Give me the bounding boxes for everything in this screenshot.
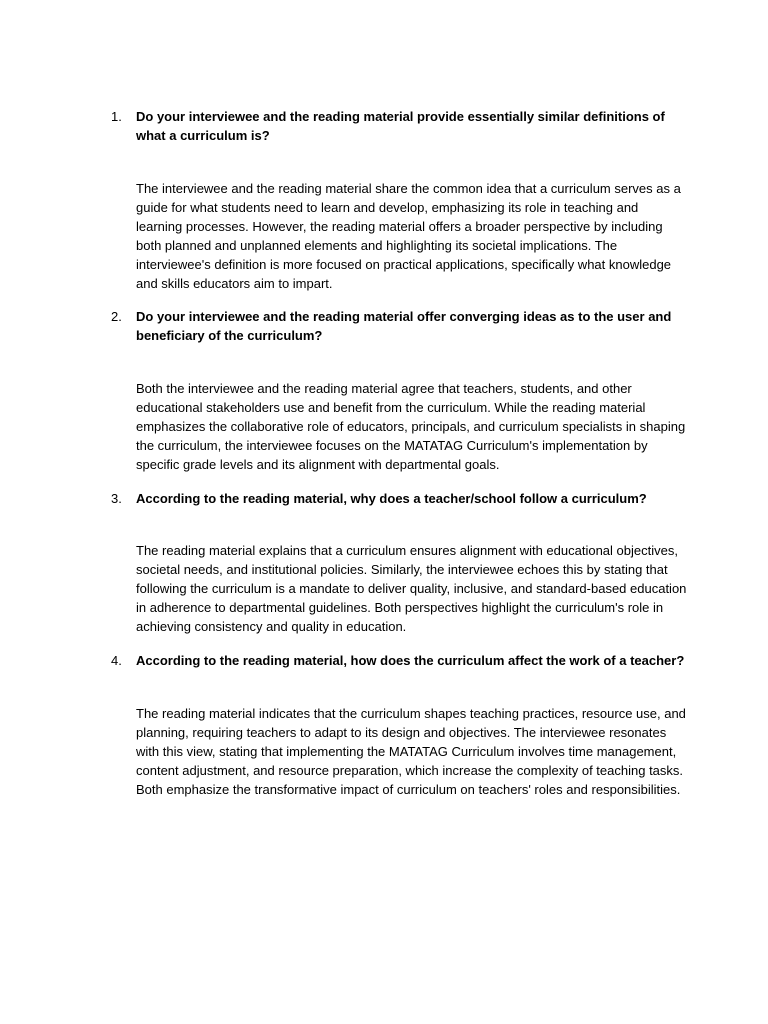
answer-paragraph: The interviewee and the reading material share the common idea that a curriculum serves as a guide for what students need to learn and develop, emphasizing its role in teaching and learning processes. However, the reading material offers a broader perspective by including both planned and unplanned elements and highlighting its societal implications. The interviewee's definition is more focused on practical applications, specifically what knowledge and skills educators aim to impart. (136, 181, 681, 291)
list-item (107, 651, 687, 799)
list-item (107, 307, 687, 474)
answer-paragraph: The reading material explains that a curriculum ensures alignment with educational objectives, societal needs, and institutional policies. Similarly, the interviewee echoes this by stating that following the curriculum is a mandate to deliver quality, inclusive, and standard-based education in adherence to departmental guidelines. Both perspectives highlight the curriculum's role in achieving consistency and quality in education. (136, 543, 687, 634)
question (107, 107, 687, 145)
question-text: According to the reading material, how does the curriculum affect the work of a teacher? (136, 653, 685, 668)
list-item (107, 489, 687, 636)
question-text: According to the reading material, why does a teacher/school follow a curriculum? (136, 491, 647, 506)
question-number: 3. (111, 491, 122, 506)
question (107, 307, 687, 345)
answer-paragraph: The reading material indicates that the curriculum shapes teaching practices, resource use, and planning, requiring teachers to adapt to its design and objectives. The interviewee resonates with this view, stating that implementing the MATATAG Curriculum involves time management, content adjustment, and resource preparation, which increase the complexity of teaching tasks. Both emphasize the transformative impact of curriculum on teachers' roles and responsibilities. (136, 706, 686, 797)
question-number: 2. (111, 309, 122, 324)
answer-paragraph: Both the interviewee and the reading material agree that teachers, students, and other educational stakeholders use and benefit from the curriculum. While the reading material emphasizes the collaborative role of educators, principals, and curriculum specialists in shaping the curriculum, the interviewee focuses on the MATATAG Curriculum's implementation by specific grade levels and its alignment with departmental goals. (136, 381, 686, 472)
question-text: Do your interviewee and the reading material offer converging ideas as to the user and beneficiary of the curriculum? (136, 309, 672, 343)
question-number: 1. (111, 109, 122, 124)
question (107, 651, 687, 670)
question-text: Do your interviewee and the reading material provide essentially similar definitions of what a curriculum is? (136, 109, 665, 143)
list-item (107, 107, 687, 293)
question (107, 489, 687, 508)
question-number: 4. (111, 653, 122, 668)
